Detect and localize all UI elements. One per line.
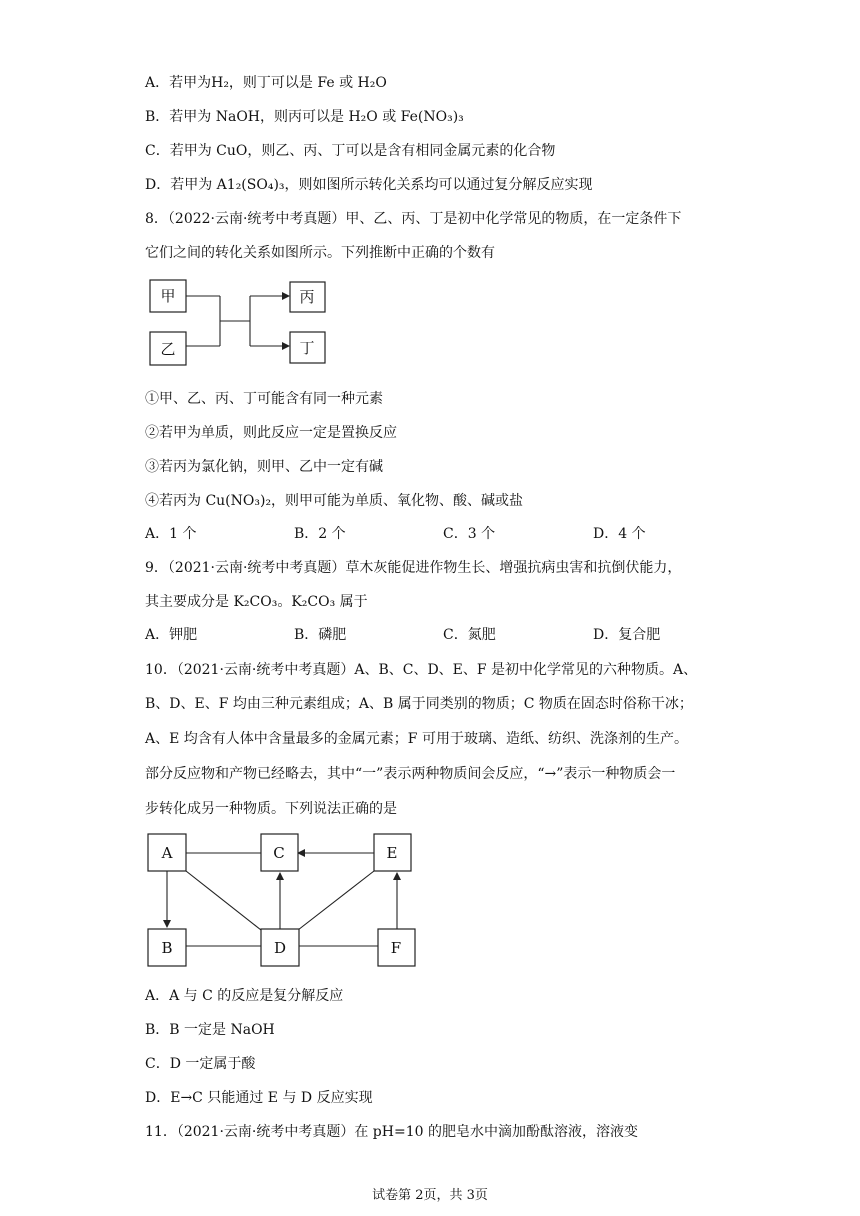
page-footer: 试卷第 2页，共 3页 <box>372 1188 488 1203</box>
q9-option-c: C．氮肥 <box>443 627 496 643</box>
svg-text:丁: 丁 <box>299 339 315 357</box>
q10-stem-line3: A、E 均含有人体中含量最多的金属元素；F 可用于玻璃、造纸、纺织、洗涤剂的生产。 <box>145 731 688 747</box>
q8-box-yi <box>150 332 186 365</box>
q10-box-f <box>378 929 415 966</box>
svg-text:D: D <box>273 939 287 957</box>
q7-option-b: B．若甲为 NaOH，则丙可以是 H₂O 或 Fe(NO₃)₃ <box>145 109 464 125</box>
q10-stem-line2: B、D、E、F 均由三种元素组成；A、B 属于同类别的物质；C 物质在固态时俗称干冰； <box>145 696 693 712</box>
q11-stem-line1: 11．（2021·云南·统考中考真题）在 pH=10 的肥皂水中滴加酚酞溶液，溶液变 <box>145 1124 638 1140</box>
q10-stem-line1: 10．（2021·云南·统考中考真题）A、B、C、D、E、F 是初中化学常见的六种物质。A、 <box>145 662 698 678</box>
q7-option-c: C．若甲为 CuO，则乙、丙、丁可以是含有相同金属元素的化合物 <box>145 143 556 159</box>
q10-box-b <box>148 929 186 966</box>
q10-option-c: C．D 一定属于酸 <box>145 1056 256 1072</box>
q10-box-d <box>261 929 299 966</box>
q9-stem-line1: 9．（2021·云南·统考中考真题）草木灰能促进作物生长、增强抗病虫害和抗倒伏能力， <box>145 560 682 576</box>
q8-statement-3: ③若丙为氯化钠，则甲、乙中一定有碱 <box>145 459 383 475</box>
q8-statement-2: ②若甲为单质，则此反应一定是置换反应 <box>145 425 397 441</box>
q9-option-d: D．复合肥 <box>593 627 661 643</box>
q10-option-a: A．A 与 C 的反应是复分解反应 <box>145 988 344 1004</box>
q8-statement-1: ①甲、乙、丙、丁可能含有同一种元素 <box>145 391 383 407</box>
q8-statement-4: ④若丙为 Cu(NO₃)₂，则甲可能为单质、氧化物、酸、碱或盐 <box>145 493 524 509</box>
q8-option-d: D．4 个 <box>593 526 646 542</box>
svg-text:B: B <box>161 939 173 957</box>
svg-text:C: C <box>273 844 285 862</box>
svg-text:甲: 甲 <box>160 287 176 305</box>
svg-text:A: A <box>161 844 173 862</box>
q8-stem-line1: 8．（2022·云南·统考中考真题）甲、乙、丙、丁是初中化学常见的物质，在一定条件下 <box>145 211 682 227</box>
q8-box-ding <box>290 332 325 363</box>
q8-option-c: C．3 个 <box>443 526 496 542</box>
q8-box-jia <box>150 280 186 312</box>
q10-stem-line5: 步转化成另一种物质。下列说法正确的是 <box>145 801 397 817</box>
svg-text:F: F <box>390 939 402 957</box>
q10-box-a <box>148 834 186 871</box>
q8-option-a: A．1 个 <box>145 526 197 542</box>
q10-box-c <box>261 834 298 871</box>
q7-option-a: A．若甲为H₂，则丁可以是 Fe 或 H₂O <box>145 75 387 91</box>
q10-option-d: D．E→C 只能通过 E 与 D 反应实现 <box>145 1090 373 1106</box>
q8-box-bing <box>290 282 325 312</box>
q10-option-b: B．B 一定是 NaOH <box>145 1022 275 1038</box>
q7-option-d: D．若甲为 A1₂(SO₄)₃，则如图所示转化关系均可以通过复分解反应实现 <box>145 177 593 193</box>
q9-stem-line2: 其主要成分是 K₂CO₃。K₂CO₃ 属于 <box>145 594 368 610</box>
q8-stem-line2: 它们之间的转化关系如图所示。下列推断中正确的个数有 <box>145 245 495 261</box>
svg-text:乙: 乙 <box>160 340 176 358</box>
q10-stem-line4: 部分反应物和产物已经略去，其中“一”表示两种物质间会反应，“→”表示一种物质会一 <box>145 766 676 782</box>
q8-option-b: B．2 个 <box>294 526 346 542</box>
svg-text:丙: 丙 <box>299 288 315 306</box>
q10-box-e <box>374 834 411 871</box>
q9-option-a: A．钾肥 <box>145 627 198 643</box>
svg-text:E: E <box>386 844 398 862</box>
q9-option-b: B．磷肥 <box>294 627 347 643</box>
q8-reaction-diagram <box>150 280 325 365</box>
q10-relation-diagram <box>148 834 415 966</box>
